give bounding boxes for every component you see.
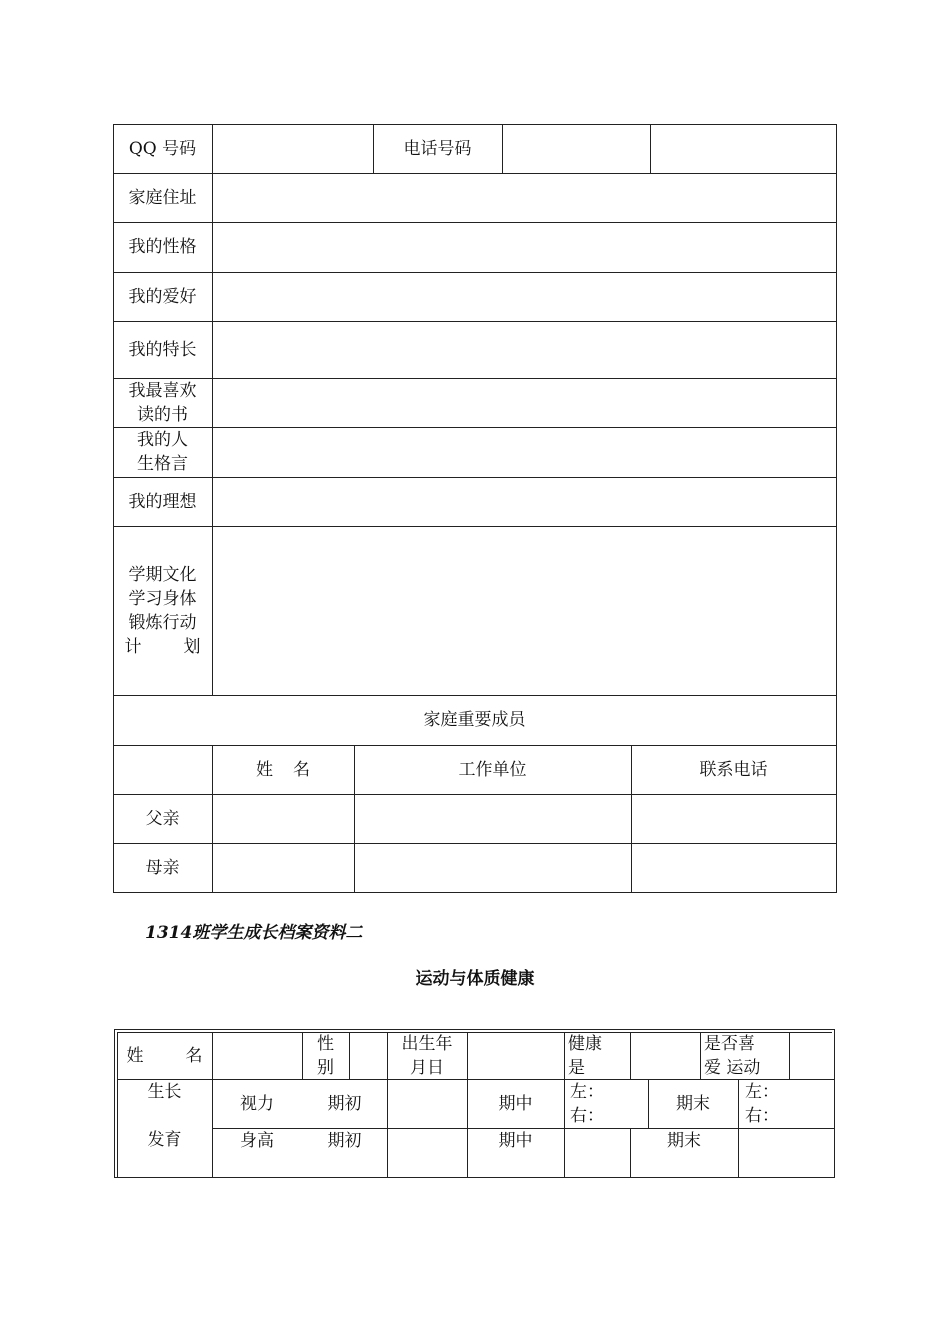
birth-label-line1: 出生年 xyxy=(401,1033,453,1054)
plan-value[interactable] xyxy=(212,526,836,695)
motto-label-line1: 我的人 xyxy=(137,430,188,450)
father-phone[interactable] xyxy=(631,794,836,843)
likes-sport-label-line2: 爱 运动 xyxy=(704,1057,761,1078)
height-start-value[interactable] xyxy=(387,1128,467,1177)
likes-sport-label xyxy=(704,1032,789,1079)
hobbies-value[interactable] xyxy=(212,272,836,321)
vision-end-right-label: 右： xyxy=(745,1105,779,1126)
mother-label: 母亲 xyxy=(145,857,180,878)
phone-value[interactable] xyxy=(502,124,650,173)
name-value[interactable] xyxy=(212,1032,302,1079)
personality-label: 我的性格 xyxy=(128,237,197,257)
address-value[interactable] xyxy=(212,173,836,222)
ideal-value[interactable] xyxy=(212,477,836,526)
height-end-label: 期末 xyxy=(667,1131,701,1151)
section-title: 1314班学生成长档案资料二 xyxy=(145,923,363,943)
growth-label-line1: 生长 xyxy=(147,1082,182,1102)
name-label-a: 姓 xyxy=(126,1045,144,1066)
vision-end-value[interactable] xyxy=(745,1079,834,1128)
address-label: 家庭住址 xyxy=(128,187,197,208)
vision-start-label: 期初 xyxy=(327,1093,362,1114)
mother-phone[interactable] xyxy=(631,843,836,892)
gender-label xyxy=(302,1032,349,1079)
height-label: 身高 xyxy=(240,1131,274,1151)
vision-start-value[interactable] xyxy=(387,1079,467,1128)
hobbies-label: 我的爱好 xyxy=(128,286,197,307)
talents-value[interactable] xyxy=(212,321,836,378)
vision-label: 视力 xyxy=(240,1093,274,1114)
personality-value[interactable] xyxy=(212,222,836,272)
favorite-book-label xyxy=(113,378,212,427)
name-label-b: 名 xyxy=(185,1045,203,1066)
vision-end-left-label: 左： xyxy=(745,1081,779,1102)
birth-value[interactable] xyxy=(467,1032,564,1079)
plan-label-line4a: 计 xyxy=(124,636,142,657)
height-start-label: 期初 xyxy=(327,1131,362,1151)
qq-label: QQ 号码 xyxy=(128,138,197,159)
height-mid-value[interactable] xyxy=(564,1128,630,1177)
name-label-spread xyxy=(127,1044,203,1068)
name-label xyxy=(117,1032,212,1079)
plan-label-line1: 学期文化 xyxy=(128,564,197,585)
motto-label xyxy=(113,427,212,477)
plan-label-line3: 锻炼行动 xyxy=(128,612,197,633)
phone-label: 电话号码 xyxy=(403,138,472,159)
phone-value-extra[interactable] xyxy=(650,124,836,173)
likes-sport-label-line1: 是否喜 xyxy=(704,1033,755,1054)
plan-label-line2: 学习身体 xyxy=(128,588,197,609)
mother-work[interactable] xyxy=(354,843,631,892)
father-name[interactable] xyxy=(212,794,354,843)
section-subtitle: 运动与体质健康 xyxy=(415,969,535,989)
plan-label xyxy=(113,526,212,695)
birth-label xyxy=(387,1032,467,1079)
vision-mid-label: 期中 xyxy=(498,1093,533,1114)
height-end-value[interactable] xyxy=(738,1128,834,1177)
growth-label-line2: 发育 xyxy=(147,1130,182,1150)
gender-value[interactable] xyxy=(349,1032,387,1079)
vision-mid-right-label: 右： xyxy=(570,1105,604,1126)
favorite-book-label-line1: 我最喜欢 xyxy=(128,380,197,401)
col-name-a: 姓 xyxy=(256,759,273,780)
plan-label-line4 xyxy=(125,635,201,659)
father-label: 父亲 xyxy=(145,808,180,829)
col-name-b: 名 xyxy=(293,759,310,780)
birth-label-line2: 月日 xyxy=(410,1057,444,1078)
gender-label-line2: 别 xyxy=(317,1057,334,1078)
col-work-header: 工作单位 xyxy=(458,759,527,780)
ideal-label: 我的理想 xyxy=(128,491,197,512)
father-work[interactable] xyxy=(354,794,631,843)
vision-mid-value[interactable] xyxy=(570,1079,648,1128)
healthy-label-line1: 健康 xyxy=(568,1033,602,1054)
family-header: 家庭重要成员 xyxy=(423,710,526,730)
motto-label-line2: 生格言 xyxy=(137,454,188,474)
qq-value[interactable] xyxy=(212,124,373,173)
favorite-book-value[interactable] xyxy=(212,378,836,427)
likes-sport-value[interactable] xyxy=(789,1032,834,1079)
talents-label: 我的特长 xyxy=(128,339,197,360)
motto-value[interactable] xyxy=(212,427,836,477)
col-phone-header: 联系电话 xyxy=(699,759,768,780)
favorite-book-label-line2: 读的书 xyxy=(137,404,188,425)
height-mid-label: 期中 xyxy=(498,1131,533,1151)
healthy-label-line2: 是 xyxy=(568,1057,585,1078)
gender-label-line1: 性 xyxy=(317,1033,334,1054)
mother-name[interactable] xyxy=(212,843,354,892)
healthy-label xyxy=(568,1032,630,1079)
plan-label-line4b: 划 xyxy=(183,636,201,657)
vision-mid-left-label: 左： xyxy=(570,1081,604,1102)
col-name-header xyxy=(212,745,354,794)
vision-end-label: 期末 xyxy=(676,1093,710,1114)
healthy-value[interactable] xyxy=(630,1032,700,1079)
